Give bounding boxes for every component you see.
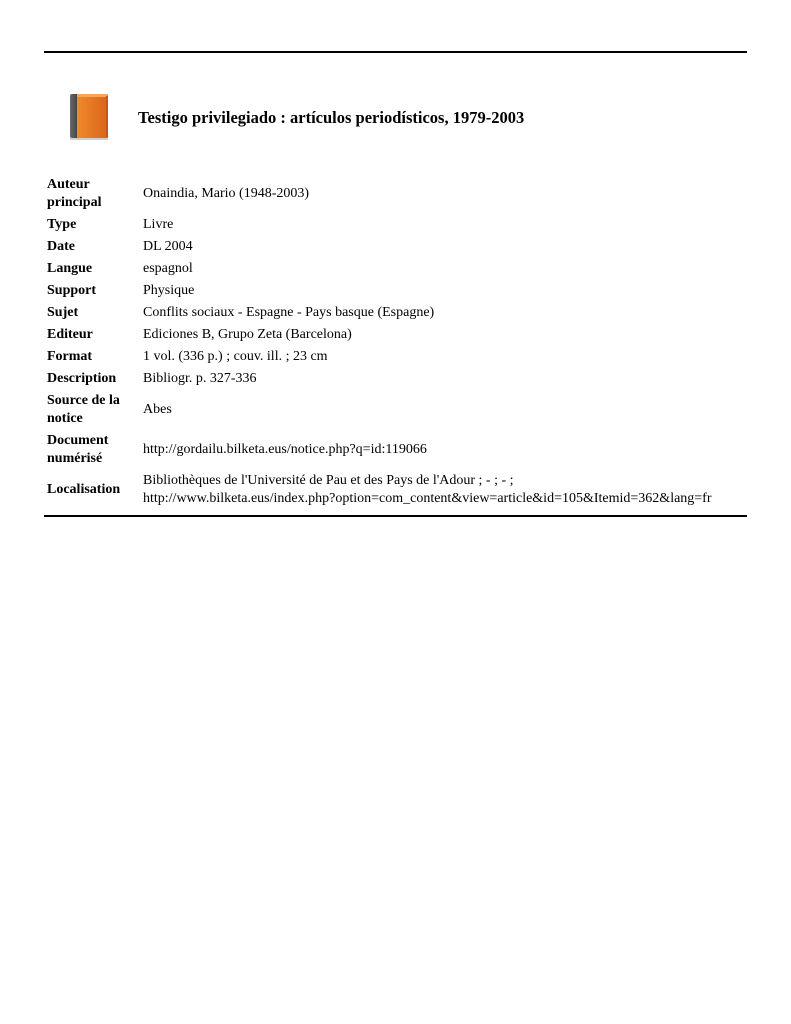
field-row-format (44, 346, 715, 368)
field-value: Bibliogr. p. 327-336 (143, 371, 257, 386)
field-row-document-numerise (44, 430, 715, 470)
field-row-editeur (44, 324, 715, 346)
field-label: Sujet (47, 305, 79, 320)
field-row-auteur (44, 174, 715, 214)
localisation-link[interactable]: http://www.bilketa.eus/index.php?option=com_content&view=article&id=105&Itemid=362&lang=fr (143, 491, 712, 506)
field-row-localisation (44, 470, 715, 510)
field-value: DL 2004 (143, 239, 193, 254)
field-value (135, 470, 715, 510)
field-value: Physique (143, 283, 195, 298)
book-icon (66, 92, 112, 140)
field-label: Date (47, 239, 75, 254)
field-value: Conflits sociaux - Espagne - Pays basque (Espagne) (143, 305, 435, 320)
field-label: Description (47, 371, 117, 386)
field-row-source (44, 390, 715, 430)
field-label: Support (47, 283, 97, 298)
field-value: Livre (143, 217, 174, 232)
field-label: Format (47, 349, 93, 364)
field-value: Abes (143, 402, 172, 417)
field-row-support (44, 280, 715, 302)
field-label: Langue (47, 261, 93, 276)
field-label: Document numérisé (47, 433, 109, 466)
field-label: Localisation (47, 482, 121, 497)
field-row-date (44, 236, 715, 258)
field-label: Source de la notice (47, 393, 120, 426)
field-value: Onaindia, Mario (1948-2003) (143, 186, 310, 201)
field-value: espagnol (143, 261, 193, 276)
document-link[interactable]: http://gordailu.bilketa.eus/notice.php?q=id:119066 (143, 442, 427, 457)
field-row-description (44, 368, 715, 390)
field-row-type (44, 214, 715, 236)
field-value: Ediciones B, Grupo Zeta (Barcelona) (143, 327, 352, 342)
top-divider (44, 51, 747, 53)
bottom-divider (44, 515, 747, 517)
field-row-sujet (44, 302, 715, 324)
record-title: Testigo privilegiado : artículos periodísticos, 1979-2003 (138, 108, 525, 127)
metadata-table (44, 174, 715, 510)
field-row-langue (44, 258, 715, 280)
field-value: 1 vol. (336 p.) ; couv. ill. ; 23 cm (143, 349, 328, 364)
field-label: Editeur (47, 327, 93, 342)
field-label: Auteur principal (47, 177, 102, 210)
localisation-text: Bibliothèques de l'Université de Pau et des Pays de l'Adour ; - ; - ; (143, 473, 514, 488)
field-label: Type (47, 217, 77, 232)
